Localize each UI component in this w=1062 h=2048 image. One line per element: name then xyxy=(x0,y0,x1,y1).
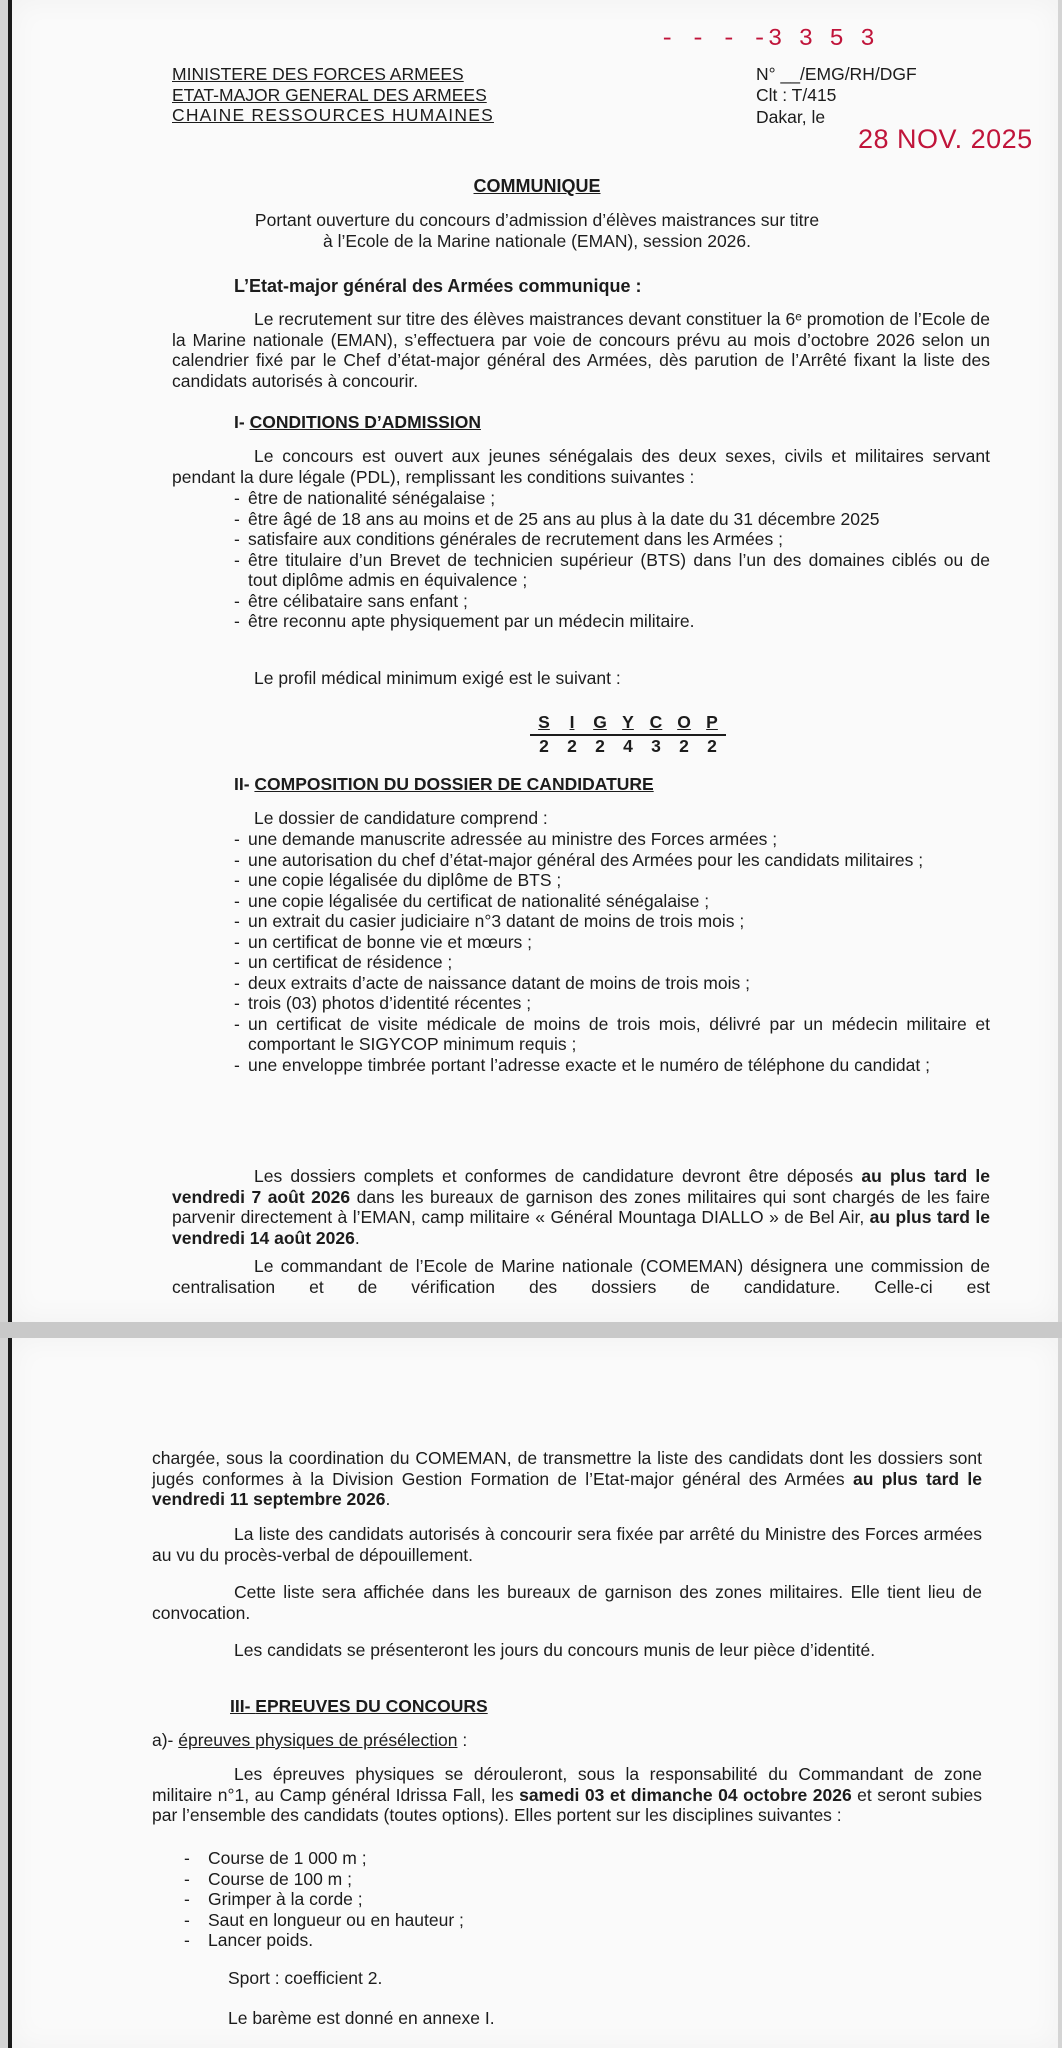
sport-coefficient: Sport : coefficient 2. xyxy=(228,1968,383,1988)
sigycop-value: 2 xyxy=(679,736,689,756)
subsection-a-suffix: : xyxy=(457,1730,468,1750)
list-item: - satisfaire aux conditions générales de recrutement dans les Armées ; xyxy=(234,529,990,550)
disciplines-list xyxy=(184,1848,784,1951)
physical-text: Les épreuves physiques se dérouleront, sous la responsabilité du Commandant de zone militaire n°1, au Camp général Idrissa Fall, les xyxy=(152,1764,982,1805)
sigycop-letter: O xyxy=(677,712,691,732)
section-1-heading xyxy=(234,412,481,433)
section-1-prefix: I- xyxy=(234,412,250,432)
org-header xyxy=(172,64,552,126)
date-stamp: 28 NOV. 2025 xyxy=(858,124,1033,154)
sigycop-value: 4 xyxy=(623,736,633,756)
org-line-3: CHAINE RESSOURCES HUMAINES xyxy=(172,105,494,125)
deposit-deadline-2: au plus tard le vendredi 14 août 2026 xyxy=(172,1207,990,1248)
identity-paragraph: Les candidats se présenteront les jours du concours munis de leur pièce d’identité. xyxy=(234,1640,876,1660)
list-item: - une demande manuscrite adressée au ministre des Forces armées ; xyxy=(234,829,990,850)
intro-paragraph: Le recrutement sur titre des élèves maistrances devant constituer la 6ᵉ promotion de l’Ecole de la Marine nationale (EMAN), s’effectuera par voie de concours prévu au mois d’octobre 2026 selon un calendrier fixé par le Chef d’état-major général des Armées, dès parution de l’Arrêté fixant la liste des candidats autorisés à concourir. xyxy=(172,309,990,391)
list-item: - Course de 100 m ; xyxy=(184,1869,784,1890)
subtitle-line-1: Portant ouverture du concours d’admission d’élèves maistrances sur titre xyxy=(254,210,820,230)
list-item: - deux extraits d’acte de naissance datant de moins de trois mois ; xyxy=(234,973,990,994)
document-page-1 xyxy=(8,0,1058,1322)
list-item: - trois (03) photos d’identité récentes ; xyxy=(234,993,990,1014)
list-item: - être titulaire d’un Brevet de technicien supérieur (BTS) dans l’un des domaines ciblés ou de tout diplôme admis en équivalence ; xyxy=(234,550,990,591)
section-1-paragraph: Le concours est ouvert aux jeunes sénégalais des deux sexes, civils et militaires servant pendant la dure légale (PDL), remplissant les conditions suivantes : xyxy=(172,446,990,487)
continuation-text: . xyxy=(385,1489,391,1509)
section-3-heading xyxy=(230,1696,488,1717)
list-item: - Course de 1 000 m ; xyxy=(184,1848,784,1869)
list-item: - une autorisation du chef d’état-major général des Armées pour les candidats militaires ; xyxy=(234,850,990,871)
reference-line: N° __/EMG/RH/DGF xyxy=(756,64,917,84)
section-2-intro: Le dossier de candidature comprend : xyxy=(254,808,548,828)
sigycop-letter: P xyxy=(706,712,718,732)
list-item: - un certificat de visite médicale de moins de trois mois, délivré par un médecin militaire et comportant le SIGYCOP minimum requis ; xyxy=(234,1014,990,1055)
conditions-list xyxy=(234,488,990,632)
subsection-a-title: épreuves physiques de présélection xyxy=(178,1730,458,1750)
list-item: - un certificat de bonne vie et mœurs ; xyxy=(234,932,990,953)
sigycop-value: 2 xyxy=(539,736,549,756)
list-item: - Grimper à la corde ; xyxy=(184,1889,784,1910)
sigycop-letter: S xyxy=(538,712,550,732)
list-item: - être célibataire sans enfant ; xyxy=(234,591,990,612)
list-item: - un certificat de résidence ; xyxy=(234,952,990,973)
section-2-title: COMPOSITION DU DOSSIER DE CANDIDATURE xyxy=(254,774,654,794)
intro-heading: L’Etat-major général des Armées communique : xyxy=(234,276,642,296)
bareme-note: Le barème est donné en annexe I. xyxy=(228,2008,495,2028)
sigycop-values xyxy=(530,736,730,757)
subtitle-line-2: à l’Ecole de la Marine nationale (EMAN), session 2026. xyxy=(323,231,751,251)
list-item: - être reconnu apte physiquement par un médecin militaire. xyxy=(234,611,990,632)
sigycop-letter: I xyxy=(569,712,575,732)
list-item: - un extrait du casier judiciaire n°3 datant de moins de trois mois ; xyxy=(234,911,990,932)
deposit-deadline-1: au plus tard le vendredi 7 août 2026 xyxy=(172,1166,991,1207)
sigycop-table xyxy=(530,712,730,757)
sigycop-letters xyxy=(530,712,730,733)
physical-text: et seront subies par l’ensemble des candidats (toutes options). Elles portent sur les disciplines suivantes : xyxy=(152,1784,982,1825)
sigycop-value: 2 xyxy=(567,736,577,756)
physical-test-dates: samedi 03 et dimanche 04 octobre 2026 xyxy=(519,1784,852,1805)
section-2-heading xyxy=(234,774,654,795)
section-1-title: CONDITIONS D’ADMISSION xyxy=(249,412,481,432)
deposit-text: dans les bureaux de garnison des zones militaires qui sont chargés de les faire parvenir directement à l’EMAN, camp militaire « Général Mountaga DIALLO » de Bel Air, xyxy=(172,1186,990,1227)
reference-number-stamp: - - - -3 3 5 3 xyxy=(660,26,876,53)
continuation-paragraph xyxy=(152,1448,982,1510)
org-line-1: MINISTERE DES FORCES ARMEES xyxy=(172,64,464,84)
document-title: COMMUNIQUE xyxy=(473,176,601,196)
org-line-2: ETAT-MAJOR GENERAL DES ARMEES xyxy=(172,84,487,105)
sigycop-value: 2 xyxy=(707,736,717,756)
list-item: - Saut en longueur ou en hauteur ; xyxy=(184,1910,784,1931)
sigycop-letter: G xyxy=(593,712,607,732)
page-gap xyxy=(0,1322,1062,1338)
section-2-prefix: II- xyxy=(234,774,255,794)
dossier-list xyxy=(234,829,990,1075)
continuation-text: chargée, sous la coordination du COMEMAN, de transmettre la liste des candidats dont les dossiers sont jugés conformes à la Division Gestion Formation de l’Etat-major général des Armées xyxy=(152,1448,982,1489)
document-page-2 xyxy=(8,1338,1058,2048)
sigycop-value: 3 xyxy=(651,736,661,756)
list-paragraph: La liste des candidats autorisés à concourir sera fixée par arrêté du Ministre des Forces armées au vu du procès-verbal de dépouillement. xyxy=(152,1524,982,1565)
sigycop-letter: C xyxy=(649,712,663,732)
deposit-text: Les dossiers complets et conformes de candidature devront être déposés xyxy=(254,1166,862,1186)
section-3-prefix: III- xyxy=(230,1696,256,1716)
client-line: Clt : T/415 xyxy=(756,85,837,105)
list-item: - Lancer poids. xyxy=(184,1930,784,1951)
subsection-a-heading xyxy=(152,1730,467,1751)
section-3-title: EPREUVES DU CONCOURS xyxy=(255,1696,488,1716)
deposit-paragraph xyxy=(172,1166,990,1248)
list-item: - être de nationalité sénégalaise ; xyxy=(234,488,990,509)
list-item: - une copie légalisée du certificat de nationalité sénégalaise ; xyxy=(234,891,990,912)
place-date-label: Dakar, le xyxy=(756,107,826,127)
sigycop-value: 2 xyxy=(595,736,605,756)
commission-paragraph: Le commandant de l’Ecole de Marine nationale (COMEMAN) désignera une commission de centralisation et de vérification des dossiers de candidature. Celle-ci est xyxy=(172,1256,990,1297)
medical-profile-text: Le profil médical minimum exigé est le suivant : xyxy=(254,668,621,688)
display-paragraph: Cette liste sera affichée dans les bureaux de garnison des zones militaires. Elle tient lieu de convocation. xyxy=(152,1582,982,1623)
list-item: - une enveloppe timbrée portant l’adresse exacte et le numéro de téléphone du candidat ; xyxy=(234,1055,990,1076)
sigycop-letter: Y xyxy=(622,712,634,732)
list-item: - être âgé de 18 ans au moins et de 25 ans au plus à la date du 31 décembre 2025 xyxy=(234,509,990,530)
subsection-a-prefix: a)- xyxy=(152,1730,179,1750)
list-item: - une copie légalisée du diplôme de BTS ; xyxy=(234,870,990,891)
physical-tests-paragraph xyxy=(152,1764,982,1826)
deposit-text: . xyxy=(354,1227,360,1248)
transmission-deadline: au plus tard le vendredi 11 septembre 2026 xyxy=(152,1468,983,1509)
